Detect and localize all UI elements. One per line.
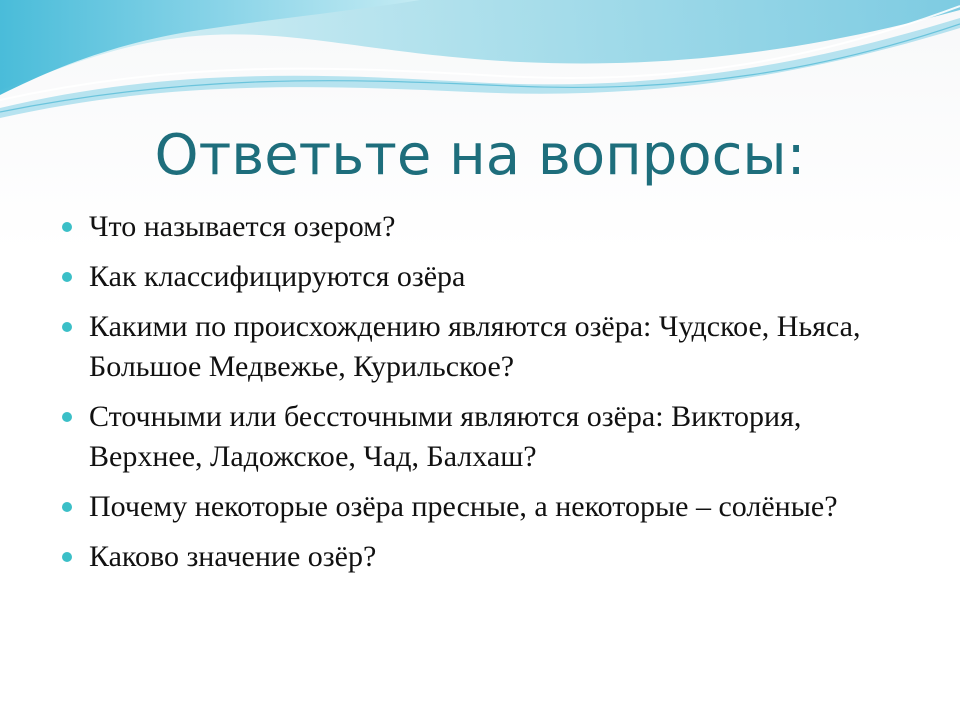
bullet-dot-icon xyxy=(62,272,72,282)
list-item-text: Что называется озером? xyxy=(89,210,396,243)
list-item xyxy=(62,257,922,297)
list-item-text: Сточными или бессточными являются озёра: Виктория, Верхнее, Ладожское, Чад, Балхаш? xyxy=(89,400,802,473)
bullet-dot-icon xyxy=(62,552,72,562)
bullet-dot-icon xyxy=(62,412,72,422)
bullet-dot-icon xyxy=(62,322,72,332)
slide-title: Ответьте на вопросы: xyxy=(154,123,806,188)
question-list xyxy=(62,207,922,587)
list-item xyxy=(62,537,922,577)
bullet-dot-icon xyxy=(62,502,72,512)
list-item-text: Почему некоторые озёра пресные, а некоторые – солёные? xyxy=(89,490,838,523)
list-item xyxy=(62,207,922,247)
list-item xyxy=(62,487,922,527)
list-item-text: Как классифицируются озёра xyxy=(89,260,466,293)
list-item-text: Каково значение озёр? xyxy=(89,540,377,573)
list-item xyxy=(62,397,922,477)
bullet-dot-icon xyxy=(62,222,72,232)
wave-decoration xyxy=(0,0,960,130)
list-item xyxy=(62,307,922,387)
list-item-text: Какими по происхождению являются озёра: Чудское, Ньяса, Большое Медвежье, Курильское? xyxy=(89,310,861,383)
